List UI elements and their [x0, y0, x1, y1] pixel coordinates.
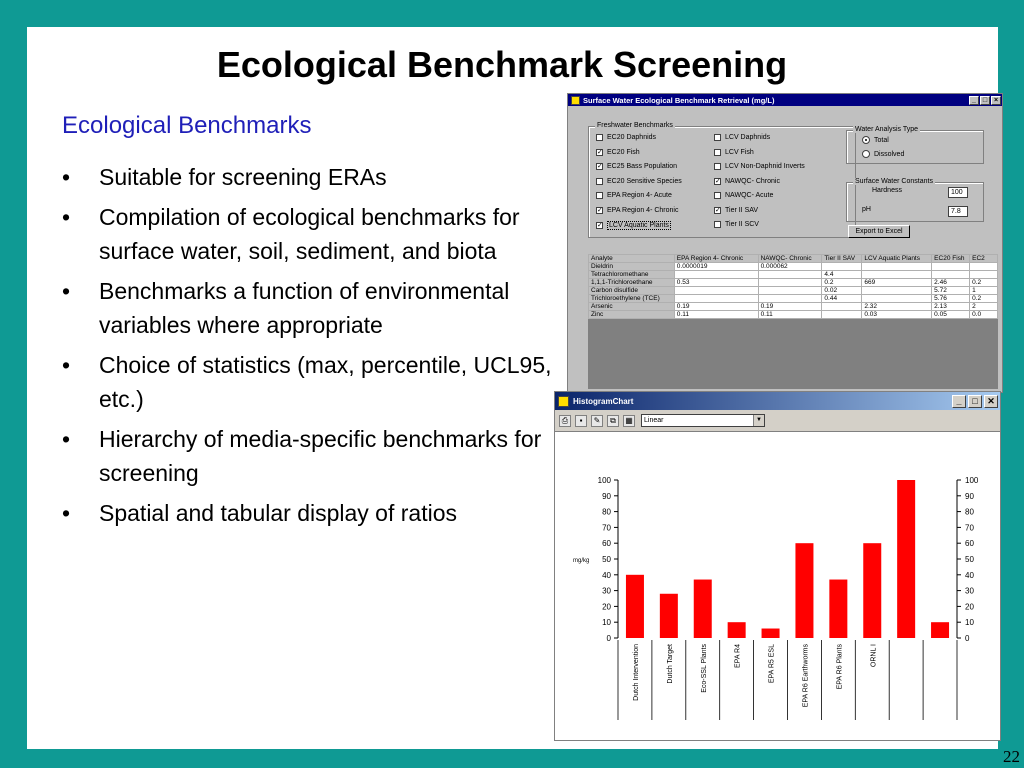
y-tick-label: 20 — [602, 602, 611, 612]
y-tick-label: 80 — [965, 507, 974, 517]
retrieval-window — [567, 93, 1003, 393]
table-cell[interactable]: 0.2 — [970, 279, 998, 287]
x-tick-label: EPA R5 ESL — [768, 644, 776, 684]
hardness-field[interactable]: 100 — [948, 187, 968, 198]
table-cell[interactable]: 0.19 — [674, 303, 758, 311]
radio-total[interactable]: Total — [862, 136, 889, 144]
table-cell[interactable]: 2.13 — [932, 303, 970, 311]
benchmark-checkbox[interactable]: ✓ EPA Region 4- Chronic — [597, 206, 679, 214]
benchmark-checkbox[interactable]: ✓ LCV Aquatic Plants — [597, 222, 669, 229]
table-cell[interactable]: Dieldrin — [589, 263, 675, 271]
x-tick-label: EPA R6 Earthworms — [802, 644, 810, 708]
table-header-cell[interactable]: NAWQC- Chronic — [758, 255, 822, 263]
table-cell[interactable]: 0.05 — [932, 311, 970, 319]
bar — [829, 580, 847, 638]
table-cell[interactable] — [862, 263, 932, 271]
maximize-button[interactable]: □ — [968, 395, 982, 408]
table-row — [589, 279, 998, 287]
y-axis-label: mg/kg — [573, 558, 590, 564]
table-cell[interactable]: 1,1,1-Trichloroethane — [589, 279, 675, 287]
table-cell[interactable]: 0.2 — [822, 279, 862, 287]
table-cell[interactable] — [862, 295, 932, 303]
histogram-titlebar[interactable] — [555, 392, 1000, 410]
table-header-row — [589, 255, 998, 263]
table-cell[interactable]: 5.76 — [932, 295, 970, 303]
bar — [863, 543, 881, 638]
table-cell[interactable] — [932, 271, 970, 279]
benchmark-checkbox[interactable]: LCV Fish — [714, 149, 754, 156]
group-legend: Freshwater Benchmarks — [597, 122, 673, 129]
table-cell[interactable] — [674, 287, 758, 295]
bullet-item: • Suitable for screening ERAs — [62, 164, 387, 190]
table-header-cell[interactable]: LCV Aquatic Plants — [862, 255, 932, 263]
chart-toolbar — [555, 410, 1000, 432]
y-tick-label: 90 — [965, 491, 974, 501]
table-cell[interactable]: 0.53 — [674, 279, 758, 287]
ph-label: pH — [862, 206, 871, 213]
table-cell[interactable] — [822, 311, 862, 319]
table-header-cell[interactable]: Analyte — [589, 255, 675, 263]
table-header-cell[interactable]: EC2 — [970, 255, 998, 263]
y-tick-label: 70 — [965, 523, 974, 533]
y-tick-label: 0 — [965, 634, 970, 643]
bar — [728, 622, 746, 638]
benchmark-checkbox[interactable]: ✓ NAWQC- Chronic — [715, 177, 780, 185]
bar — [931, 622, 949, 638]
table-cell[interactable] — [758, 279, 822, 287]
bar — [897, 480, 915, 638]
group-legend: Surface Water Constants — [855, 178, 933, 185]
bullet-item: • Choice of statistics (max, percentile, UCL95, etc.) — [62, 352, 552, 412]
table-cell[interactable]: Tetrachloromethane — [589, 271, 675, 279]
copy-icon[interactable]: ⧉ — [607, 415, 619, 427]
save-icon[interactable]: ▪ — [575, 415, 587, 427]
page-number: 22 — [1003, 747, 1020, 766]
table-header-cell[interactable]: EPA Region 4- Chronic — [674, 255, 758, 263]
app-icon — [571, 96, 580, 105]
minimize-button[interactable]: _ — [969, 96, 979, 105]
edit-icon[interactable]: ✎ — [591, 415, 603, 427]
table-cell[interactable]: 1 — [970, 287, 998, 295]
table-cell[interactable] — [674, 271, 758, 279]
table-row — [589, 303, 998, 311]
bullet-item: • Spatial and tabular display of ratios — [62, 500, 457, 526]
printer-icon[interactable]: ⎙ — [559, 415, 571, 427]
table-cell[interactable]: 0.000062 — [758, 263, 822, 271]
y-tick-label: 100 — [965, 476, 979, 485]
table-cell[interactable] — [862, 271, 932, 279]
benchmark-checkbox[interactable]: LCV Daphnids — [714, 134, 770, 141]
table-cell[interactable]: 0.2 — [970, 295, 998, 303]
table-header-cell[interactable]: EC20 Fish — [932, 255, 970, 263]
close-button[interactable]: × — [991, 96, 1001, 105]
x-tick-label: Dutch Target — [666, 644, 674, 684]
x-tick-label: EPA R4 — [734, 644, 742, 668]
histogram-chart — [555, 432, 1000, 740]
bar — [762, 629, 780, 638]
table-cell[interactable]: Trichloroethylene (TCE) — [589, 295, 675, 303]
table-cell[interactable]: Arsenic — [589, 303, 675, 311]
y-tick-label: 20 — [965, 602, 974, 612]
table-cell[interactable]: 0.11 — [758, 311, 822, 319]
y-tick-label: 60 — [965, 539, 974, 549]
y-tick-label: 80 — [602, 507, 611, 517]
hardness-label: Hardness — [872, 187, 902, 194]
retrieval-window-title: Surface Water Ecological Benchmark Retrieval (mg/L) — [583, 95, 775, 105]
radio-dissolved[interactable]: Dissolved — [862, 150, 904, 158]
y-tick-label: 100 — [597, 476, 611, 485]
maximize-button[interactable]: □ — [980, 96, 990, 105]
y-tick-label: 40 — [602, 570, 611, 580]
table-cell[interactable]: 0.0 — [970, 311, 998, 319]
ph-field[interactable]: 7.8 — [948, 206, 968, 217]
y-tick-label: 10 — [602, 618, 611, 628]
histogram-window — [554, 391, 1001, 741]
benchmark-checkbox[interactable]: ✓ Tier II SAV — [715, 206, 759, 214]
table-cell[interactable] — [822, 303, 862, 311]
bullet-item: • Hierarchy of media-specific benchmarks for screening — [62, 426, 542, 486]
benchmark-checkbox[interactable]: ✓ EC25 Bass Population — [597, 163, 678, 170]
y-tick-label: 30 — [602, 586, 611, 596]
histogram-window-title: HistogramChart — [573, 396, 634, 406]
y-tick-label: 50 — [965, 555, 974, 564]
y-tick-label: 30 — [965, 586, 974, 596]
table-cell[interactable] — [674, 295, 758, 303]
bullet-item: • Compilation of ecological benchmarks for surface water, soil, sediment, and biota — [62, 204, 520, 264]
x-tick-label: Dutch Intervention — [632, 644, 640, 701]
y-tick-label: 0 — [606, 634, 611, 643]
group-legend: Water Analysis Type — [855, 126, 919, 133]
table-cell[interactable]: 2 — [970, 303, 998, 311]
table-cell[interactable]: 669 — [862, 279, 932, 287]
benchmark-checkbox[interactable]: LCV Non-Daphnid Inverts — [714, 163, 805, 170]
table-row — [589, 287, 998, 295]
table-cell[interactable]: 0.0000019 — [674, 263, 758, 271]
y-tick-label: 50 — [602, 555, 611, 564]
table-cell[interactable]: 0.11 — [674, 311, 758, 319]
benchmark-checkbox[interactable]: EPA Region 4- Acute — [596, 192, 672, 199]
table-header-cell[interactable]: Tier II SAV — [822, 255, 862, 263]
chart-icon[interactable]: ▦ — [623, 415, 635, 427]
bar — [795, 543, 813, 638]
table-cell[interactable] — [822, 263, 862, 271]
table-cell[interactable]: 4.4 — [822, 271, 862, 279]
slide-title: Ecological Benchmark Screening — [216, 44, 788, 85]
table-cell[interactable]: 0.03 — [862, 311, 932, 319]
bar — [626, 575, 644, 638]
table-row — [589, 295, 998, 303]
table-cell[interactable]: Zinc — [589, 311, 675, 319]
table-cell[interactable]: 0.19 — [758, 303, 822, 311]
minimize-button[interactable]: _ — [952, 395, 966, 408]
benchmark-table — [588, 254, 998, 319]
table-cell[interactable] — [970, 271, 998, 279]
benchmark-checkbox[interactable]: EC20 Sensitive Species — [596, 178, 682, 185]
y-tick-label: 60 — [602, 539, 611, 549]
table-cell[interactable] — [758, 287, 822, 295]
chart-app-icon — [558, 396, 569, 407]
chevron-down-icon[interactable]: ▼ — [753, 415, 764, 426]
table-cell[interactable] — [758, 295, 822, 303]
benchmark-checkbox[interactable]: Tier II SCV — [714, 221, 759, 228]
table-cell[interactable]: 0.44 — [822, 295, 862, 303]
retrieval-titlebar[interactable] — [568, 94, 1002, 106]
table-cell[interactable] — [862, 287, 932, 295]
table-cell[interactable] — [970, 263, 998, 271]
table-cell[interactable] — [758, 271, 822, 279]
table-row — [589, 263, 998, 271]
table-cell[interactable] — [932, 263, 970, 271]
table-row — [589, 271, 998, 279]
table-cell[interactable]: 2.32 — [862, 303, 932, 311]
slide-subtitle: Ecological Benchmarks — [62, 112, 312, 139]
y-tick-label: 40 — [965, 570, 974, 580]
y-tick-label: 10 — [965, 618, 974, 628]
y-tick-label: 90 — [602, 491, 611, 501]
x-tick-label: ORNL I — [870, 644, 878, 668]
bullet-item: • Benchmarks a function of environmental variables where appropriate — [62, 278, 510, 338]
close-button[interactable]: ✕ — [984, 395, 998, 408]
table-cell[interactable]: 5.72 — [932, 287, 970, 295]
table-cell[interactable]: 2.46 — [932, 279, 970, 287]
scale-select[interactable]: Linear ▼ — [641, 414, 765, 427]
y-tick-label: 70 — [602, 523, 611, 533]
export-to-excel-button[interactable]: Export to Excel — [848, 225, 910, 238]
bar — [694, 580, 712, 638]
benchmark-checkbox[interactable]: NAWQC- Acute — [714, 192, 773, 199]
bar — [660, 594, 678, 638]
x-tick-label: Eco-SSL Plants — [700, 644, 708, 693]
table-cell[interactable]: Carbon disulfide — [589, 287, 675, 295]
bullet-list — [62, 160, 562, 536]
table-cell[interactable]: 0.02 — [822, 287, 862, 295]
table-row — [589, 311, 998, 319]
benchmark-checkbox[interactable]: ✓ EC20 Fish — [597, 148, 640, 156]
benchmark-checkbox[interactable]: EC20 Daphnids — [596, 134, 656, 141]
x-tick-label: EPA R6 Plants — [836, 644, 844, 690]
